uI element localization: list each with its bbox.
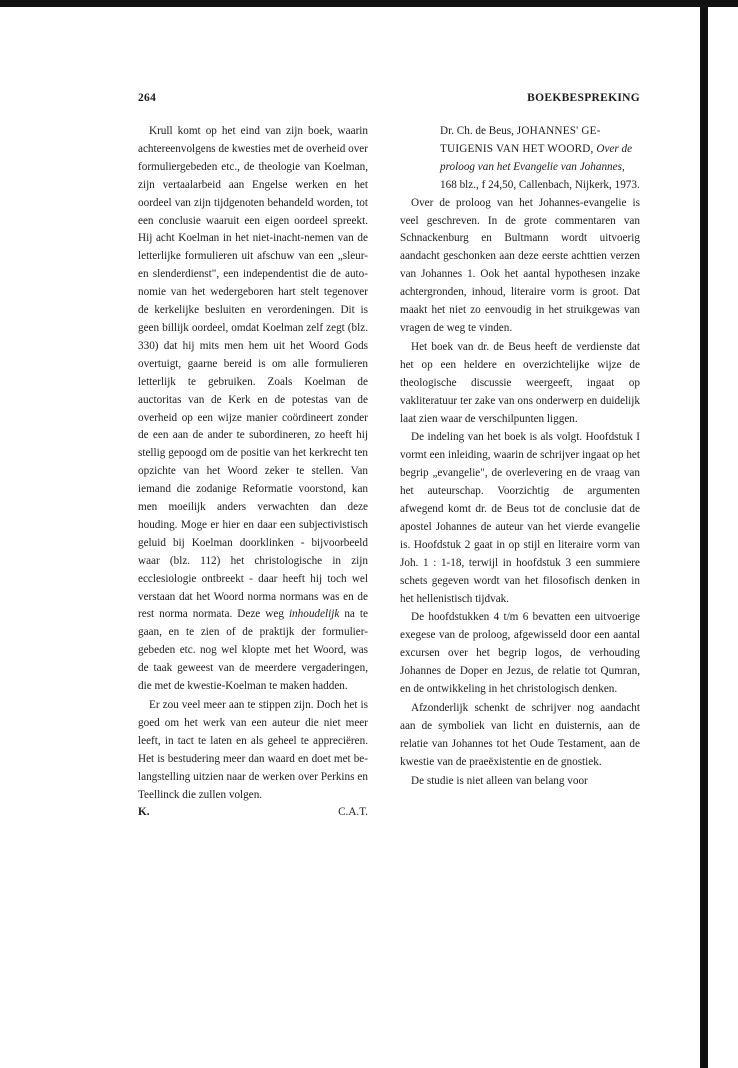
left-column (138, 123, 368, 822)
scan-border-right (700, 0, 708, 1068)
scan-border-top (0, 0, 738, 7)
citation-title: JOHANNES' GETUIGENIS VAN HET WOORD, (440, 125, 601, 155)
book-citation (400, 123, 640, 195)
paragraph-text: na te gaan, en te zien of de praktijk der formulier-gebeden etc. nog wel klopte met het Woord, was de taak geweest van de meerdere vergaderingen, die met de kwestie-Koelman te maken hadden. (138, 608, 368, 693)
citation-author: Dr. Ch. de Beus, (440, 125, 517, 137)
left-paragraph-2: Er zou veel meer aan te stippen zijn. Doch het is goed om het werk van een auteur die niet meer leeft, in tact te laten en als geheel te appreciëren. Het is bestudering meer dan waard en doet met belangstelling uitzien naar de werken over Perkins en Teellinck die zullen volgen. (138, 699, 368, 801)
citation-details: 168 blz., f 24,50, Callenbach, Nijkerk, 1973. (440, 178, 640, 191)
section-title: BOEKBESPREKING (527, 92, 640, 104)
signature-initials: C.A.T. (338, 806, 368, 819)
right-paragraph-2: Het boek van dr. de Beus heeft de verdienste dat het op een heldere en overzichtelijke wijze de theologische discussie weergeeft, ingaat op vakliteratuur ter zake van ons onderwerp en duidelijk laat zien waar de verschilpunten liggen. (400, 340, 640, 425)
review-signature (138, 804, 368, 822)
right-paragraph-6: De studie is niet alleen van belang voor (411, 774, 588, 787)
page-number: 264 (138, 92, 157, 104)
signature-initial: K. (138, 806, 150, 819)
right-paragraph-1: Over de proloog van het Johannes-evangelie is veel geschreven. In de grote commentaren van Schnackenburg en Bultmann wordt uitvoerig aandacht geschonken aan deze eerste achttien verzen van Johannes 1. Ook het aantal hypothesen inzake achtergronden, inhoud, literaire vorm is groot. Dat maakt het niet zo eenvoudig in het struikgewas van vragen de weg te vinden. (400, 196, 640, 334)
right-paragraph-4: De hoofdstukken 4 t/m 6 bevatten een uitvoerige exegese van de proloog, afgewisseld door een aantal excursen over het begrip logos, de verhouding Johannes de Doper en Jezus, de relatie tot Qumran, en de ontwikkeling in het christologisch denken. (400, 611, 640, 696)
citation-subtitle: Over de proloog van het Evangelie van Johannes, (440, 142, 633, 173)
paragraph-text: Krull komt op het eind van zijn boek, waarin achtereenvolgens de kwesties met de overheid over formuliergebeden etc., de theologie van Koelman, zijn vertaalarbeid aan Engelse werken en het oordeel van zijn tijdgenoten behandeld worden, tot een conclusie waaruit een eigen oordeel spreekt. Hij acht Koelman in het niet-inacht-nemen van de letterlijke formulieren uit afschuw van een „sleur- en slenderdienst", een independentist die de autonomie van het wedergeboren hart stelt tegenover de kerkelijke besluiten en verordeningen. Dit is geen billijk oordeel, omdat Koelman zelf zegt (blz. 330) dat hij mits men hem uit het Woord Gods overtuigt, gaarne bereid is om alle formulieren letterlijk te gebruiken. Zoals Koelman de auctoritas van de Kerk en de potestas van de overheid op een wijze manier coördineert zonder de een aan de ander te subordineren, zo heeft hij stellig gepoogd om de positie van het kerkrecht ten opzichte van het Woord zeker te stellen. Van iemand die zodanige Reformatie voorstond, kan men moeilijk anders verwachten dan deze houding. Moge er hier en daar een subjectivistisch geluid bij Koelman doorklinken - bijvoorbeeld waar (blz. 112) het christologische in zijn ecclesiologie ontbreekt - daar heeft hij toch wel verstaan dat het Woord norma normans was en de rest norma normata. Deze weg (138, 125, 368, 621)
right-column (400, 123, 640, 791)
emphasis-text: inhoudelijk (288, 608, 340, 621)
right-paragraph-5: Afzonderlijk schenkt de schrijver nog aandacht aan de symboliek van licht en duisternis, aan de relatie van Johannes tot het Oude Testament, aan de kwestie van de praeëxistentie en de gnostiek. (400, 702, 640, 768)
running-head (138, 92, 640, 110)
right-paragraph-3: De indeling van het boek is als volgt. Hoofdstuk I vormt een inleiding, waarin de schrijver ingaat op het begrip „evangelie", de overlevering en de vraag van het auteurschap. Voorzichtig de argumenten afwegend komt dr. de Beus tot de conclusie dat de apostel Johannes de auteur van het vierde evangelie is. Hoofdstuk 2 gaat in op stijl en literaire vorm van Joh. 1 : 1-18, terwijl in hoofdstuk 3 een summiere schets gegeven wordt van het filosofisch denken in het hellenistisch tijdvak. (400, 431, 640, 605)
left-paragraph-1 (138, 123, 368, 696)
